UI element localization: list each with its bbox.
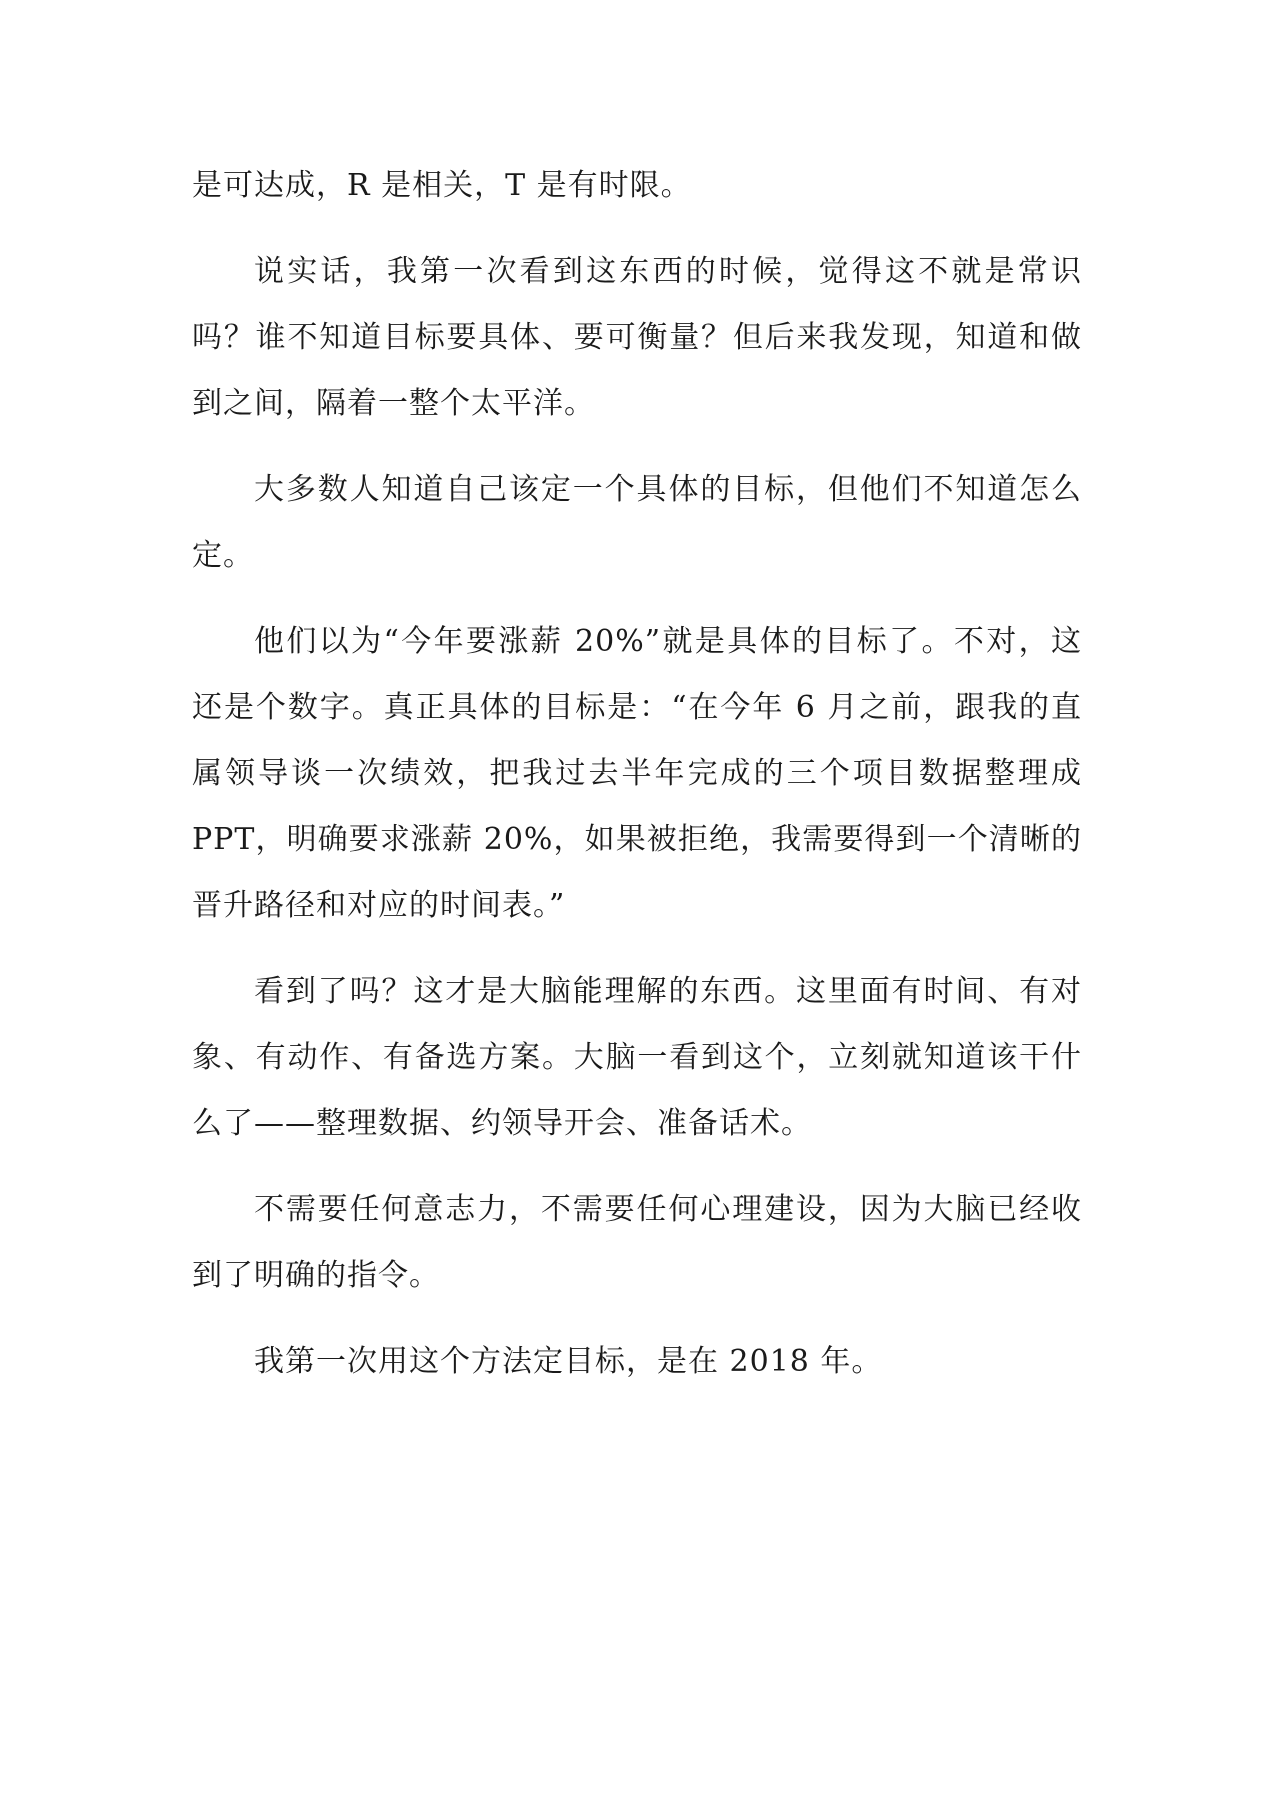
paragraph-first-line: 看到了吗？这才是大脑能理解的东西。这里面有时间、有对 <box>254 974 1082 1009</box>
text-line: 么了——整理数据、约领导开会、准备话术。 <box>192 1106 812 1141</box>
text-line: PPT，明确要求涨薪 20%，如果被拒绝，我需要得到一个清晰的 <box>192 822 1082 857</box>
text-line: 是可达成，R 是相关，T 是有时限。 <box>192 168 692 203</box>
text-line: 象、有动作、有备选方案。大脑一看到这个，立刻就知道该干什 <box>192 1040 1082 1075</box>
text-line: 到了明确的指令。 <box>192 1258 440 1293</box>
paragraph-first-line: 不需要任何意志力，不需要任何心理建设，因为大脑已经收 <box>254 1192 1082 1227</box>
text-line: 晋升路径和对应的时间表。” <box>192 888 566 923</box>
text-line: 到之间，隔着一整个太平洋。 <box>192 386 595 421</box>
paragraph-first-line: 说实话，我第一次看到这东西的时候，觉得这不就是常识 <box>254 254 1082 289</box>
text-line: 吗？谁不知道目标要具体、要可衡量？但后来我发现，知道和做 <box>192 320 1082 355</box>
paragraph-first-line: 我第一次用这个方法定目标，是在 2018 年。 <box>254 1344 883 1379</box>
text-line: 属领导谈一次绩效，把我过去半年完成的三个项目数据整理成 <box>192 756 1082 791</box>
paragraph-first-line: 大多数人知道自己该定一个具体的目标，但他们不知道怎么 <box>254 472 1082 507</box>
text-line: 还是个数字。真正具体的目标是：“在今年 6 月之前，跟我的直 <box>192 690 1082 725</box>
paragraph-first-line: 他们以为“今年要涨薪 20%”就是具体的目标了。不对，这 <box>254 624 1082 659</box>
text-line: 定。 <box>192 538 254 573</box>
